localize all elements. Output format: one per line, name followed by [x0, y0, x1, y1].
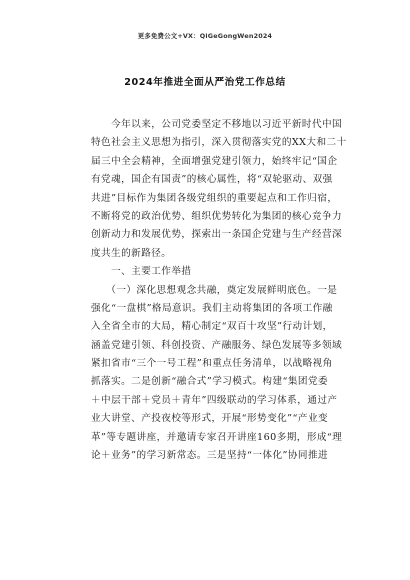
body-line: ＋中层干部＋党员＋青年”四级联动的学习体系，通过产 [91, 394, 338, 406]
body-line: （一）深化思想观念共融，奠定发展鲜明底色。一是 [91, 284, 338, 296]
body-text [91, 116, 347, 465]
body-line: 革”等专题讲座，并邀请专家召开讲座160多期，形成“理 [91, 431, 343, 443]
body-line: 度共生的新路径。 [91, 247, 172, 259]
body-line: 紧扣省市“三个一号工程”和重点任务清单，以战略视角 [91, 358, 333, 370]
header-note: 更多免费公文+VX：QiGeGongWen2024 [137, 32, 273, 40]
body-line: 特色社会主义思想为指引，深入贯彻落实党的XX大和二十 [91, 137, 347, 149]
body-line: 涵盖党建引领、科创投资、产融服务、绿色发展等多领域 [91, 339, 343, 351]
body-line: 共进”目标作为集团各级党组织的重要起点和工作归宿， [91, 192, 338, 204]
body-line: 强化“一盘棋”格局意识。我们主动将集团的各项工作融 [91, 302, 333, 314]
body-line: 不断将党的政治优势、组织优势转化为集团的核心竞争力 [91, 210, 343, 222]
body-line: 届三中全会精神，全面增强党建引领力，始终牢记“国企 [91, 155, 338, 167]
body-line: 有党魂，国企有国责”的核心属性，将“双轮驱动、双强 [91, 174, 333, 186]
body-line: 创新动力和发展优势，探索出一条国企党建与生产经营深 [91, 229, 343, 241]
section-heading: 一、主要工作举措 [91, 266, 192, 278]
document-title: 2024年推进全面从严治党工作总结 [124, 77, 286, 88]
body-line: 抓落实。二是创新“融合式”学习模式。构建“集团党委 [91, 376, 329, 388]
body-line: 今年以来，公司党委坚定不移地以习近平新时代中国 [91, 119, 343, 130]
body-line: 入全省全市的大局，精心制定“双百十攻坚”行动计划， [91, 321, 333, 333]
body-line: 论＋业务”的学习新常态。三是坚持“一体化”协同推进 [91, 450, 329, 462]
body-line: 业大讲堂、产投夜校等形式，开展“形势变化”“产业变 [91, 413, 329, 425]
